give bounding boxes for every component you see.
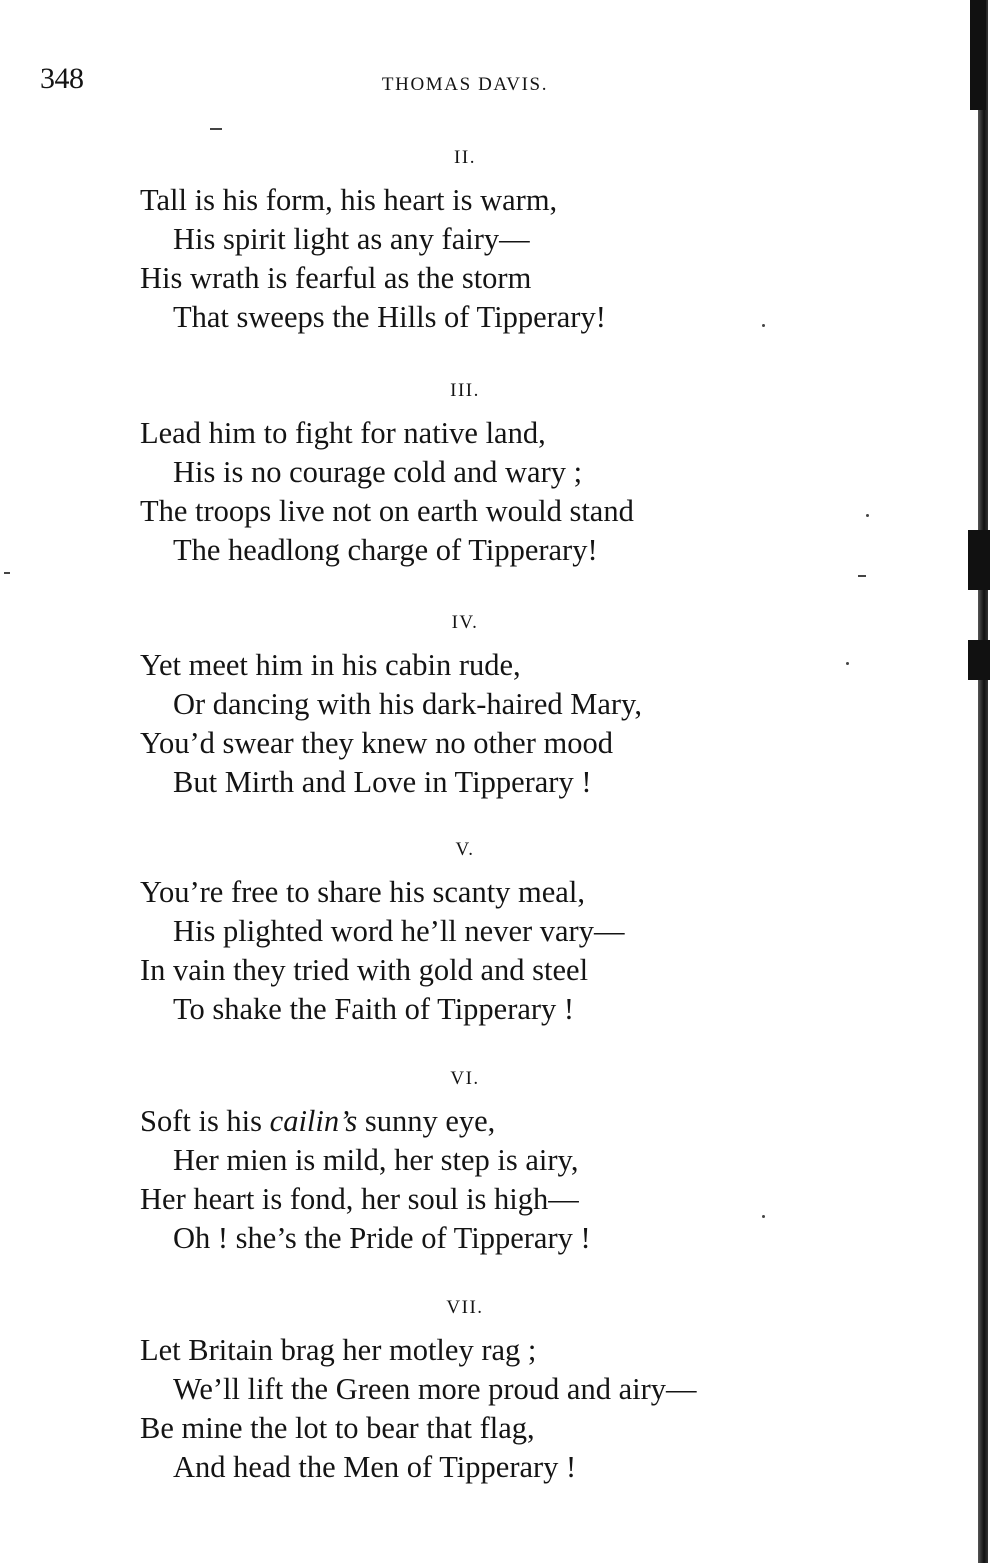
verse-line: That sweeps the Hills of Tipperary! (173, 300, 606, 334)
verse-line: Her heart is fond, her soul is high— (140, 1182, 579, 1216)
stanza-3 (140, 378, 840, 570)
stanza-numeral: II. (454, 147, 476, 168)
ink-speck (866, 514, 869, 517)
verse-text: sunny eye, (357, 1104, 496, 1138)
verse-line: Her mien is mild, her step is airy, (173, 1143, 579, 1177)
verse-line: His spirit light as any fairy— (173, 222, 530, 256)
verse-line: His plighted word he’ll never vary— (173, 914, 625, 948)
gutter-shadow (978, 0, 988, 1563)
verse-line: Yet meet him in his cabin rude, (140, 648, 521, 682)
verse-text: Soft is his (140, 1104, 270, 1138)
verse-line: And head the Men of Tipperary ! (173, 1450, 577, 1484)
verse-line: You’d swear they knew no other mood (140, 726, 613, 760)
verse-line: Lead him to fight for native land, (140, 416, 546, 450)
verse-line (140, 1102, 840, 1141)
stanza-numeral: VII. (446, 1297, 484, 1318)
verse-line: Or dancing with his dark-haired Mary, (173, 687, 642, 721)
stanza-4 (140, 610, 840, 802)
verse-line: We’ll lift the Green more proud and airy— (173, 1372, 697, 1406)
stanza-2 (140, 145, 840, 337)
ink-speck (210, 128, 222, 130)
verse-line: In vain they tried with gold and steel (140, 953, 589, 987)
ink-speck (4, 572, 10, 574)
verse-line: The headlong charge of Tipperary! (173, 533, 598, 567)
verse-line: His wrath is fearful as the storm (140, 261, 532, 295)
ink-speck (762, 324, 765, 327)
verse-line: Oh ! she’s the Pride of Tipperary ! (173, 1221, 591, 1255)
page-number: 348 (40, 62, 84, 95)
gutter-shadow-top (970, 0, 986, 110)
verse-line: But Mirth and Love in Tipperary ! (173, 765, 592, 799)
italic-word: cailin’s (269, 1104, 358, 1138)
stanza-7 (140, 1295, 840, 1487)
gutter-shadow-notch (968, 530, 990, 590)
verse-line: To shake the Faith of Tipperary ! (173, 992, 575, 1026)
ink-speck (858, 575, 866, 577)
stanza-numeral: V. (455, 839, 475, 860)
ink-speck (762, 1215, 765, 1218)
verse-line: Tall is his form, his heart is warm, (140, 183, 558, 217)
verse-line: You’re free to share his scanty meal, (140, 875, 585, 909)
stanza-numeral: VI. (450, 1068, 480, 1089)
stanza-numeral: III. (450, 380, 480, 401)
verse-line: Let Britain brag her motley rag ; (140, 1333, 537, 1367)
stanza-6 (140, 1066, 840, 1258)
running-head-title: THOMAS DAVIS. (381, 74, 549, 95)
verse-line: His is no courage cold and wary ; (173, 455, 583, 489)
verse-line: The troops live not on earth would stand (140, 494, 634, 528)
stanza-numeral: IV. (451, 612, 479, 633)
verse-line: Be mine the lot to bear that flag, (140, 1411, 535, 1445)
gutter-shadow-notch (968, 640, 990, 680)
stanza-5 (140, 837, 840, 1029)
ink-speck (846, 662, 849, 665)
